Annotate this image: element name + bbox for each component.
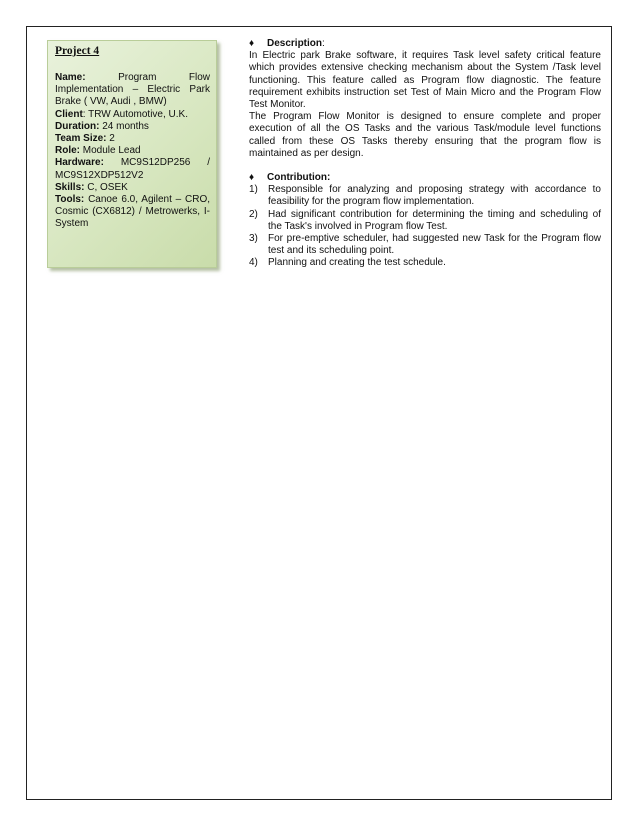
description-heading-colon: :	[322, 38, 325, 49]
client-label: Client	[55, 108, 83, 120]
list-item-number: 4)	[249, 257, 258, 269]
contribution-heading	[249, 172, 601, 184]
tools-value: Canoe 6.0, Agilent – CRO, Cosmic (CX6812) / Metrowerks, I-System	[55, 194, 210, 230]
project-skills	[55, 182, 210, 194]
list-item-text: Responsible for analyzing and proposing strategy with accordance to feasibility for the program flow implementation.	[268, 184, 601, 208]
project-duration	[55, 121, 210, 133]
diamond-bullet-icon: ♦	[249, 38, 255, 49]
project-summary-box	[47, 40, 217, 268]
role-label: Role:	[55, 145, 80, 157]
project-title: Project 4	[55, 45, 100, 57]
list-item	[249, 257, 601, 269]
role-value: Module Lead	[82, 145, 141, 157]
project-client	[55, 109, 210, 121]
duration-value: 24 months	[102, 120, 149, 132]
description-paragraph-1: In Electric park Brake software, it requires Task level safety critical feature which provides extensive checking mechanism about the System /Task level functioning. This feature called as Program flow diagnostic. The feature requirement exhibits instruction set Test of Main Micro and the Program Flow Test Monitor.	[249, 50, 601, 111]
list-item-text: For pre-emptive scheduler, had suggested new Task for the Program flow test and its scheduling point.	[268, 233, 601, 257]
name-label: Name:	[55, 72, 86, 83]
description-heading	[249, 38, 601, 50]
list-item	[249, 233, 601, 257]
list-item-text: Had significant contribution for determining the timing and scheduling of the Task's involved in Program flow Test.	[268, 208, 601, 232]
duration-label: Duration:	[55, 120, 100, 132]
description-heading-text: Description	[267, 38, 323, 49]
skills-value: C, OSEK	[87, 181, 128, 193]
list-item-number: 2)	[249, 208, 258, 220]
project-role	[55, 145, 210, 157]
project-team-size	[55, 133, 210, 145]
project-tools	[55, 194, 210, 231]
diamond-bullet-icon: ♦	[249, 172, 255, 184]
list-item-number: 1)	[249, 184, 258, 196]
list-item-number: 3)	[249, 233, 258, 245]
hardware-value: MC9S12DP256 / MC9S12XDP512V2	[55, 157, 210, 181]
project-name	[55, 72, 210, 109]
list-item-text: Planning and creating the test schedule.	[268, 257, 446, 269]
hardware-label: Hardware:	[55, 157, 104, 169]
tools-label: Tools:	[55, 194, 85, 206]
project-hardware	[55, 157, 210, 181]
team-label: Team Size:	[55, 133, 107, 145]
name-value: Program Flow Implementation – Electric Park Brake ( VW, Audi , BMW)	[55, 72, 210, 108]
list-item	[249, 209, 601, 233]
list-item	[249, 184, 601, 208]
description-paragraph-2: The Program Flow Monitor is designed to ensure complete and proper execution of all the OS Tasks and the various Task/module level functions called from these OS Tasks thereby ensuring that the program flow is maintained as per design.	[249, 111, 601, 159]
contribution-list	[249, 184, 601, 269]
client-value: : TRW Automotive, U.K.	[82, 108, 189, 120]
skills-label: Skills:	[55, 181, 85, 193]
contribution-heading-text: Contribution:	[267, 172, 331, 184]
team-value: 2	[109, 133, 115, 145]
project-details	[249, 38, 601, 270]
